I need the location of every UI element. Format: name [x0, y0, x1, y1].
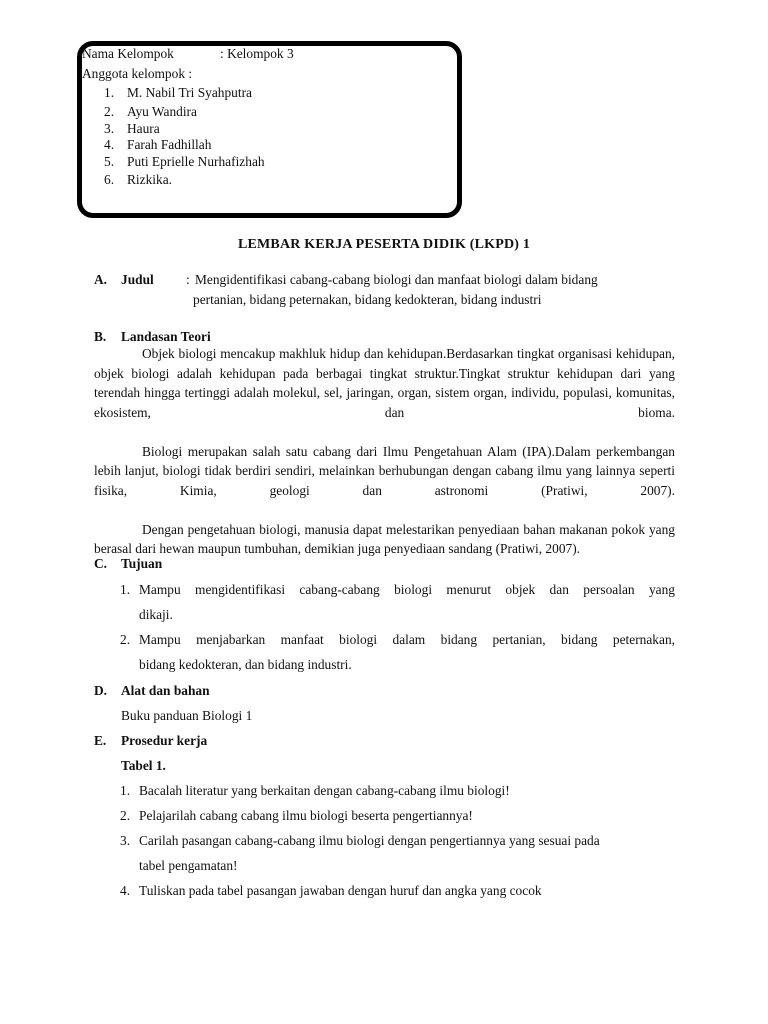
objective-line: dikaji.	[139, 607, 173, 622]
member-name: Rizkika.	[127, 172, 172, 187]
member-name: M. Nabil Tri Syahputra	[127, 85, 252, 100]
group-name-value: : Kelompok 3	[220, 46, 294, 61]
objective-line: Mampu mengidentifikasi cabang-cabang biologi menurut objek dan persoalan yang	[139, 582, 675, 597]
section-a-heading	[94, 272, 154, 288]
step-line: tabel pengamatan!	[139, 858, 238, 873]
step-line: Carilah pasangan cabang-cabang ilmu biologi dengan pengertiannya yang sesuai pada	[139, 833, 600, 848]
section-b-body	[94, 344, 675, 559]
member-number: 6.	[104, 172, 115, 187]
section-a-line2: pertanian, bidang peternakan, bidang kedokteran, bidang industri	[193, 292, 542, 307]
section-b-heading	[94, 329, 211, 345]
section-letter: A.	[94, 272, 108, 287]
group-name-label: Nama Kelompok	[82, 46, 174, 61]
section-a-line1: Mengidentifikasi cabang-cabang biologi dan manfaat biologi dalam bidang	[195, 272, 598, 287]
member-number: 1.	[104, 85, 115, 100]
theory-paragraph: Biologi merupakan salah satu cabang dari Ilmu Pengetahuan Alam (IPA).Dalam perkembangan lebih lanjut, biologi tidak berdiri sendiri, melainkan berhubungan dengan cabang ilmu yang lainnya seperti fisika, Kimia, geologi dan astronomi (Pratiwi, 2007).	[94, 443, 675, 498]
member-number: 2.	[104, 104, 115, 119]
objective-number: 2.	[120, 632, 131, 647]
section-c-heading	[94, 556, 162, 572]
section-letter: C.	[94, 556, 108, 571]
section-letter: E.	[94, 733, 107, 748]
section-title: Landasan Teori	[121, 329, 211, 344]
step-line: Pelajarilah cabang cabang ilmu biologi beserta pengertiannya!	[139, 808, 473, 823]
section-title: Alat dan bahan	[121, 683, 210, 698]
section-e-heading	[94, 733, 207, 749]
objective-line: bidang kedokteran, dan bidang industri.	[139, 657, 352, 672]
step-number: 1.	[120, 783, 131, 798]
step-number: 4.	[120, 883, 131, 898]
step-number: 3.	[120, 833, 131, 848]
member-number: 5.	[104, 154, 115, 169]
group-members-label: Anggota kelompok :	[82, 66, 193, 81]
page-title: LEMBAR KERJA PESERTA DIDIK (LKPD) 1	[237, 237, 531, 252]
section-letter: D.	[94, 683, 108, 698]
step-line: Tuliskan pada tabel pasangan jawaban dengan huruf dan angka yang cocok	[139, 883, 542, 898]
objective-line: Mampu menjabarkan manfaat biologi dalam bidang pertanian, bidang peternakan,	[139, 632, 675, 647]
theory-paragraph: Dengan pengetahuan biologi, manusia dapat melestarikan penyediaan bahan makanan pokok yang berasal dari hewan maupun tumbuhan, demikian juga penyediaan sandang (Pratiwi, 2007).	[94, 521, 675, 556]
section-a-colon: :	[186, 272, 190, 287]
section-title: Prosedur kerja	[121, 733, 208, 748]
table-label: Tabel 1.	[121, 758, 166, 773]
member-number: 4.	[104, 137, 115, 152]
member-name: Haura	[127, 121, 160, 136]
section-title: Judul	[121, 272, 154, 287]
objective-number: 1.	[120, 582, 131, 597]
section-letter: B.	[94, 329, 107, 344]
step-number: 2.	[120, 808, 131, 823]
member-number: 3.	[104, 121, 115, 136]
section-d-heading	[94, 683, 210, 699]
step-line: Bacalah literatur yang berkaitan dengan cabang-cabang ilmu biologi!	[139, 783, 510, 798]
member-name: Farah Fadhillah	[127, 137, 212, 152]
section-title: Tujuan	[121, 556, 163, 571]
theory-paragraph: Objek biologi mencakup makhluk hidup dan kehidupan.Berdasarkan tingkat organisasi kehidupan, objek biologi adalah kehidupan pada berbagai tingkat struktur.Tingkat struktur kehidupan dari yang terendah hingga tertinggi adalah molekul, sel, jaringan, organ, sistem organ, individu, populasi, komunitas, ekosistem, dan bioma.	[94, 346, 675, 420]
materials-text: Buku panduan Biologi 1	[121, 708, 253, 723]
member-name: Ayu Wandira	[127, 104, 197, 119]
member-name: Puti Eprielle Nurhafizhah	[127, 154, 265, 169]
